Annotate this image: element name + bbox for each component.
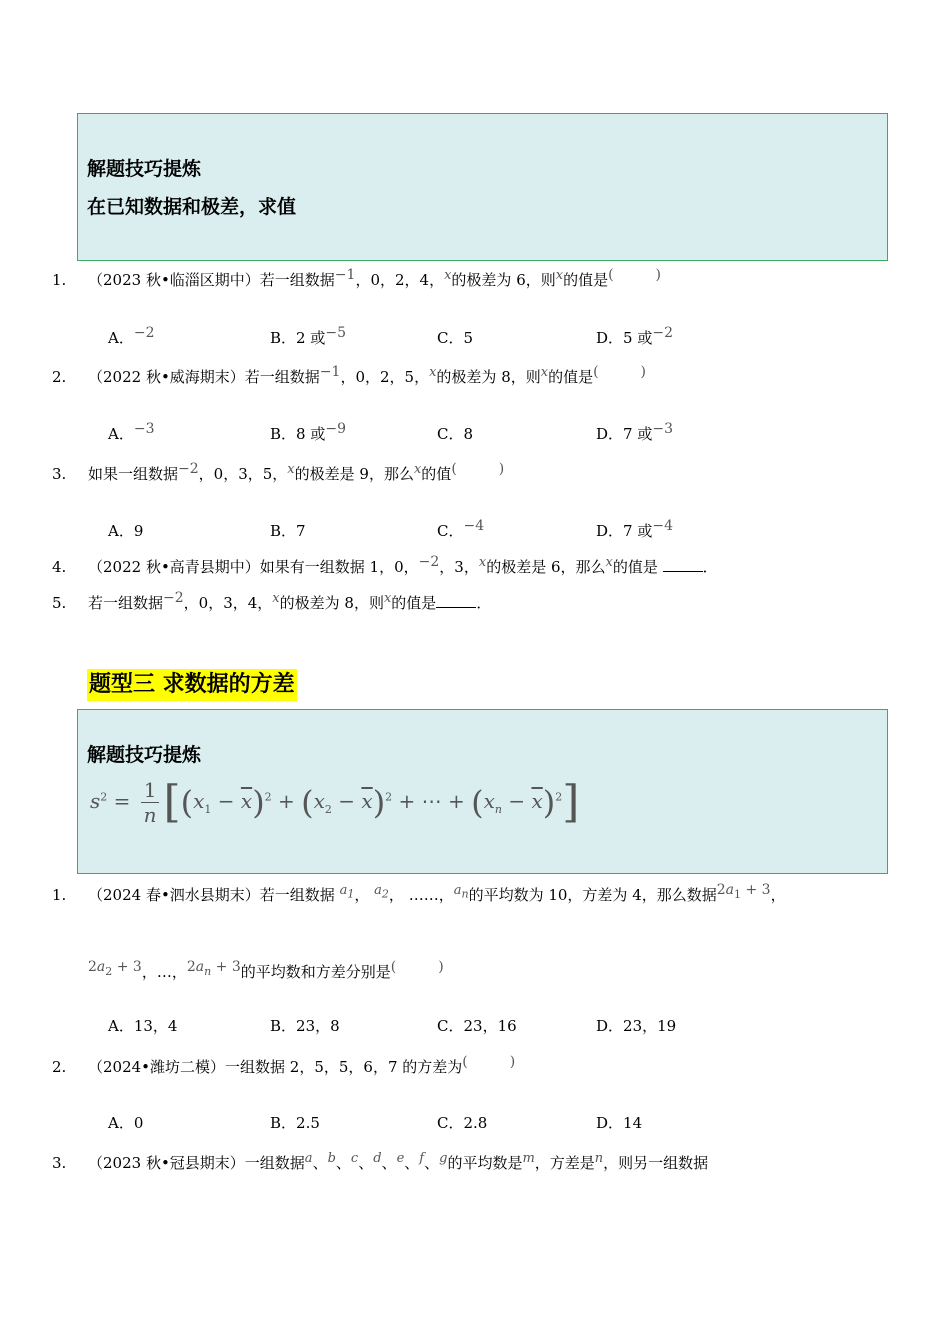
option-a[interactable]: A．−2 <box>108 325 155 347</box>
option-a[interactable]: A．−3 <box>108 421 155 443</box>
option-a[interactable]: A．0 <box>108 1114 144 1132</box>
option-b[interactable]: B．2.5 <box>270 1114 320 1132</box>
section-title: 题型三 求数据的方差 <box>87 669 297 701</box>
question-text: （2023 秋•冠县期末）一组数据a、b、c、d、e、f、g的平均数是m，方差是n，则另一组数据 <box>88 1151 709 1172</box>
question-1-cont: $2a_2 + 3$，…，$2a_n + 3$的平均数和方差分别是( ) <box>88 959 444 981</box>
option-b[interactable]: B．23，8 <box>270 1017 340 1035</box>
option-c[interactable]: C．8 <box>437 425 474 443</box>
option-b[interactable]: B．2 或−5 <box>270 325 346 347</box>
option-d[interactable]: D．23，19 <box>596 1017 677 1035</box>
variance-formula: $s^2$ = $\frac{1}{n}$ [$(x_1 - \overline{x})^2 + (x_2 - \overline{x})^2$ + ⋯ + $(x_n - \overline{x})^2$] <box>90 776 580 828</box>
option-d[interactable]: D．5 或−2 <box>596 325 673 347</box>
question-text: （2022 秋•高青县期中）如果有一组数据 1，0，−2，3，x的极差是 6，那么x的值是 ． <box>88 554 718 576</box>
tips-subtitle: 在已知数据和极差，求值 <box>87 196 297 218</box>
question-text: （2024•潍坊二模）一组数据 2，5，5，6，7 的方差为( ) <box>88 1054 516 1076</box>
question-number: 3. <box>52 465 67 483</box>
question-number: 5. <box>52 594 67 612</box>
option-a[interactable]: A．9 <box>108 522 144 540</box>
question-number: 1. <box>52 271 67 289</box>
question-text: （2024 春•泗水县期末）若一组数据 $a_1$， $a_2$， ……，$a_n$的平均数为 10，方差为 4，那么数据$2a_1 + 3$， <box>88 882 786 904</box>
option-d[interactable]: D．7 或−3 <box>596 421 673 443</box>
option-c[interactable]: C．2.8 <box>437 1114 488 1132</box>
option-d[interactable]: D．14 <box>596 1114 643 1132</box>
question-text: （2022 秋•威海期末）若一组数据−1，0，2，5，x的极差为 8，则x的值是( ) <box>88 364 647 386</box>
option-a[interactable]: A．13，4 <box>108 1017 178 1035</box>
option-d[interactable]: D．7 或−4 <box>596 518 673 540</box>
question-text: 如果一组数据−2，0，3，5，x的极差是 9，那么x的值( ) <box>88 461 505 483</box>
option-c[interactable]: C．−4 <box>437 518 485 540</box>
tips-box-1 <box>77 113 888 261</box>
tips-title: 解题技巧提炼 <box>87 744 202 766</box>
option-b[interactable]: B．8 或−9 <box>270 421 346 443</box>
question-number: 1. <box>52 886 67 904</box>
option-c[interactable]: C．23，16 <box>437 1017 517 1035</box>
answer-blank[interactable] <box>663 557 703 572</box>
answer-blank[interactable] <box>436 593 476 608</box>
option-b[interactable]: B．7 <box>270 522 306 540</box>
question-number: 2. <box>52 1058 67 1076</box>
question-text: （2023 秋•临淄区期中）若一组数据−1，0，2，4，x的极差为 6，则x的值是( ) <box>88 267 662 289</box>
question-number: 2. <box>52 368 67 386</box>
question-text: 若一组数据−2，0，3，4，x的极差为 8，则x的值是 ． <box>88 590 492 612</box>
question-number: 3. <box>52 1154 67 1172</box>
tips-title: 解题技巧提炼 <box>87 158 202 180</box>
question-number: 4. <box>52 558 67 576</box>
option-c[interactable]: C．5 <box>437 329 474 347</box>
